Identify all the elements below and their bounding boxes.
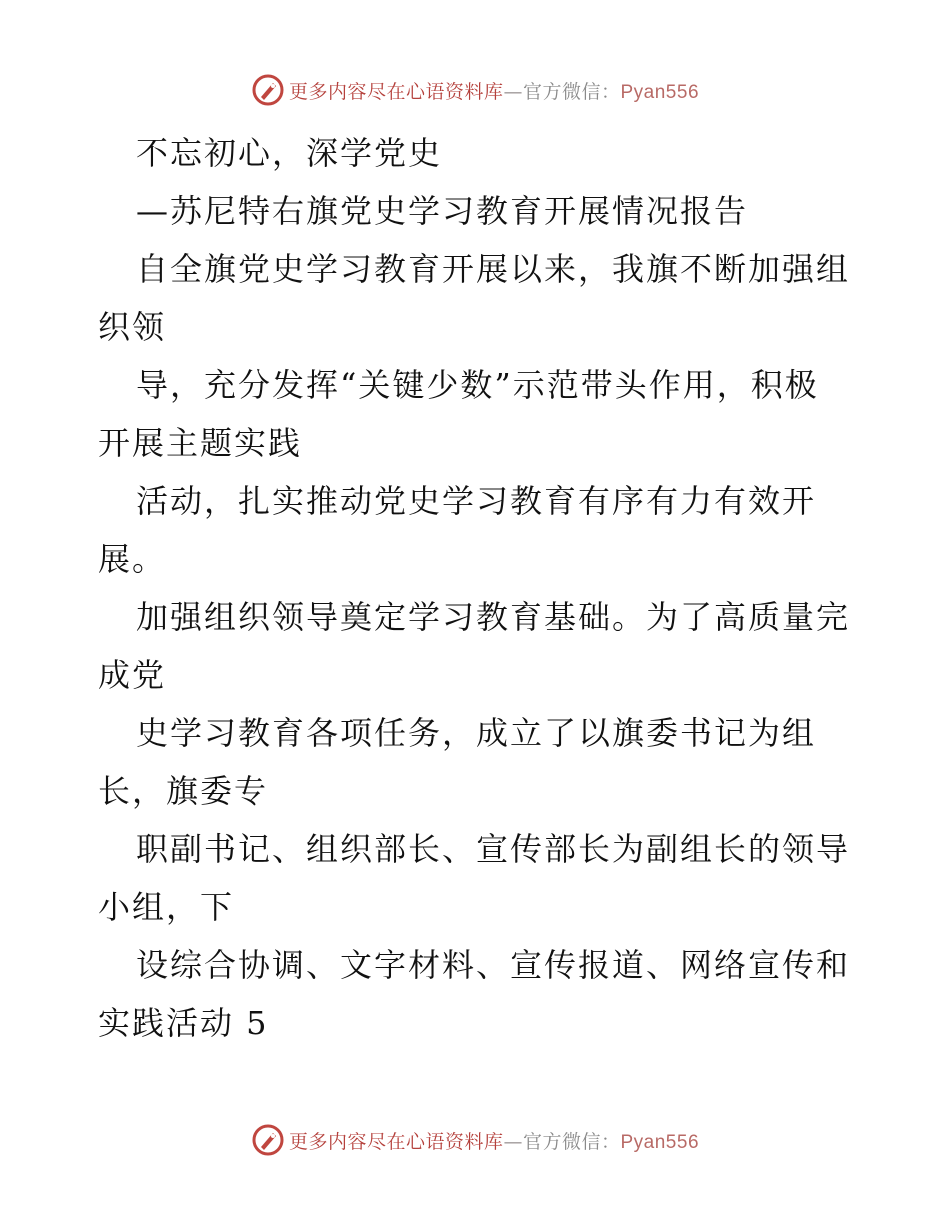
text-line: 活动，扎实推动党史学习教育有序有力有效开 xyxy=(136,482,817,520)
watermark-text: 更多内容尽在心语资料库—官方微信：Pyan556 xyxy=(288,80,700,103)
text-line: 开展主题实践 xyxy=(98,424,303,462)
text-line: 实践活动 5 xyxy=(98,1004,269,1042)
text-line: 不忘初心，深学党史 xyxy=(136,134,443,172)
text-line: —苏尼特右旗党史学习教育开展情况报告 xyxy=(136,192,749,230)
text-line: 自全旗党史学习教育开展以来，我旗不断加强组 xyxy=(136,250,851,288)
text-line: 成党 xyxy=(98,656,167,694)
text-line: 加强组织领导奠定学习教育基础。为了高质量完 xyxy=(136,598,851,636)
pen-nib-circle-icon xyxy=(251,1123,285,1157)
text-line: 长，旗委专 xyxy=(98,772,269,810)
pen-nib-circle-icon xyxy=(251,73,285,107)
footer-watermark-banner xyxy=(0,1120,950,1160)
text-line: 职副书记、组织部长、宣传部长为副组长的领导 xyxy=(136,830,851,868)
text-line: 导，充分发挥“关键少数”示范带头作用，积极 xyxy=(136,366,819,404)
text-line: 史学习教育各项任务，成立了以旗委书记为组 xyxy=(136,714,817,752)
text-line: 小组，下 xyxy=(98,888,235,926)
text-line: 设综合协调、文字材料、宣传报道、网络宣传和 xyxy=(136,946,851,984)
text-line: 展。 xyxy=(98,540,167,578)
watermark-text: 更多内容尽在心语资料库—官方微信：Pyan556 xyxy=(288,1130,700,1153)
header-watermark-banner xyxy=(0,70,950,110)
text-line: 织领 xyxy=(98,308,167,346)
document-body xyxy=(98,124,858,1052)
